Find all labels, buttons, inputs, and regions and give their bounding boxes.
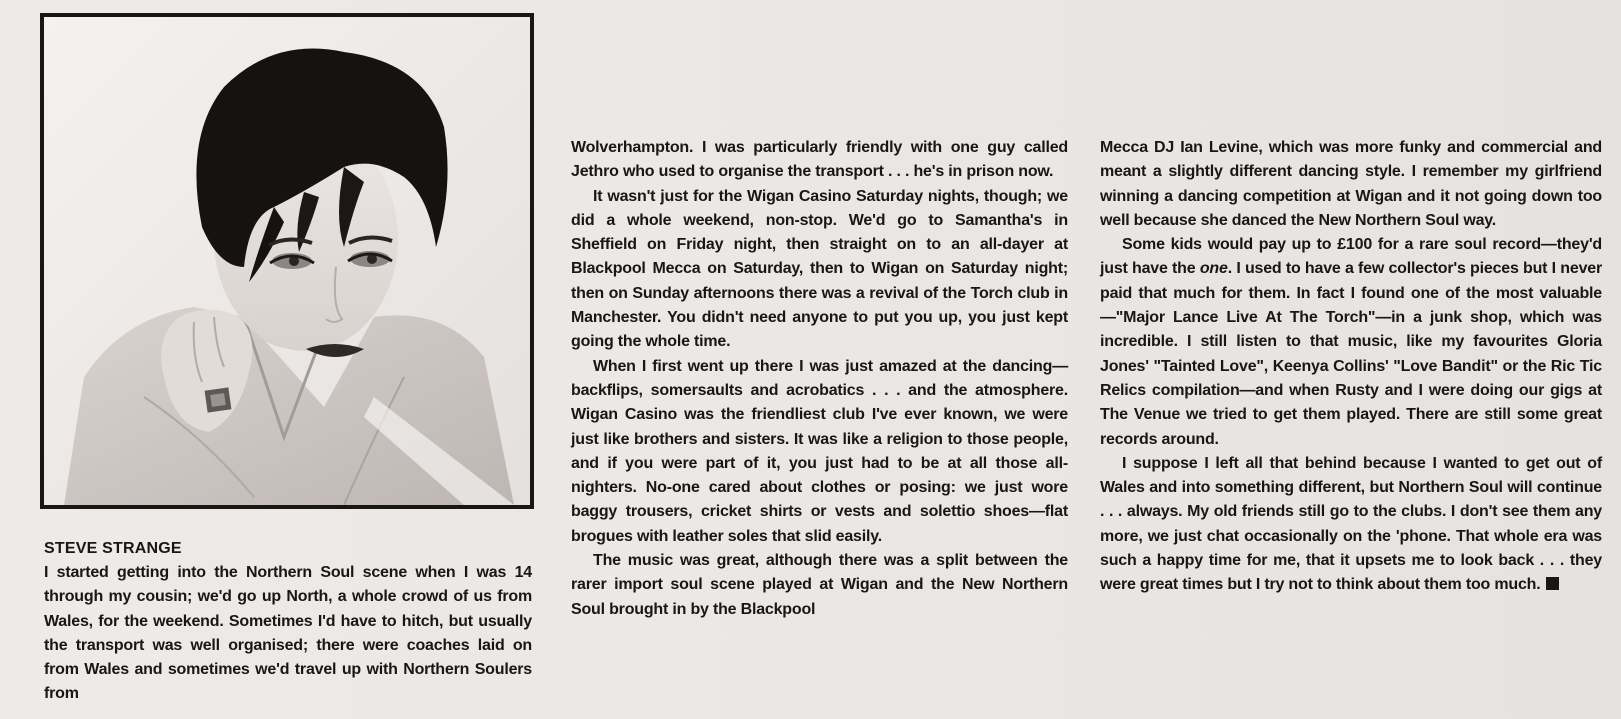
- emphasis: one: [1199, 260, 1228, 278]
- article-column-2: [571, 136, 1068, 622]
- paragraph: [1100, 233, 1602, 452]
- article-column-3: [1100, 136, 1602, 598]
- paragraph: I started getting into the Northern Soul scene when I was 14 through my cousin; we'd go up North, a whole crowd of us from Wales, for the weekend. Sometimes I'd have to hitch, but usually the transport was well organised; there were coaches laid on from Wales and sometimes we'd travel up with Northern Soulers from: [44, 564, 532, 703]
- portrait-illustration: [44, 17, 530, 505]
- paragraph: Mecca DJ Ian Levine, which was more funky and commercial and meant a slightly different dancing style. I remember my girlfriend winning a dancing competition at Wigan and it not going down too well because she danced the New Northern Soul way.: [1100, 139, 1602, 229]
- byline: STEVE STRANGE: [44, 540, 182, 557]
- paragraph: The music was great, although there was a split between the rarer import soul scene played at Wigan and the New Northern Soul brought in by the Blackpool: [571, 552, 1068, 618]
- text-run: Some kids would pay up to £100 for a rare soul record—they'd just have the: [1100, 236, 1602, 278]
- paragraph: It wasn't just for the Wigan Casino Saturday nights, though; we did a whole weekend, non-stop. We'd go to Samantha's in Sheffield on Friday night, then straight on to an all-dayer at Blackpool Mecca on Saturday, then to Wigan on Saturday night; then on Sunday afternoons there was a revival of the Torch club in Manchester. You didn't need anyone to put you up, you just kept going the whole time.: [571, 187, 1068, 351]
- text-run: . I used to have a few collector's pieces but I never paid that much for them. In fact I found one of the most valuable—"Major Lance Live At The Torch"—in a junk shop, which was incredible. I still listen to that music, like my favourites Gloria Jones' "Tainted Love", Keenya Collins' "Love Bandit" or the Ric Tic Relics compilation—and when Rusty and I were doing our gigs at The Venue we tried to get them played. There are still some great records around.: [1100, 260, 1602, 448]
- paragraph: Wolverhampton. I was particularly friendly with one guy called Jethro who used to organise the transport . . . he's in prison now.: [571, 139, 1068, 181]
- article-column-1: [44, 537, 532, 707]
- paragraph: [1100, 452, 1602, 598]
- end-of-article-mark: [1546, 577, 1559, 590]
- paragraph: When I first went up there I was just amazed at the dancing—backflips, somersaults and acrobatics . . . and the atmosphere. Wigan Casino was the friendliest club I've ever known, we were just like brothers and sisters. It was like a religion to those people, and if you were part of it, you just had to be at all those all-nighters. No-one cared about clothes or posing: we just wore baggy trousers, cricket shirts or vests and solettio shoes—flat brogues with leather soles that slid easily.: [571, 357, 1068, 545]
- portrait-photo: [40, 13, 534, 509]
- text-run: I suppose I left all that behind because I wanted to get out of Wales and into something different, but Northern Soul will continue . . . always. My old friends still go to the clubs. I don't see them any more, we just chat occasionally on the 'phone. That whole era was such a happy time for me, that it upsets me to look back . . . they were great times but I try not to think about them too much.: [1100, 454, 1602, 594]
